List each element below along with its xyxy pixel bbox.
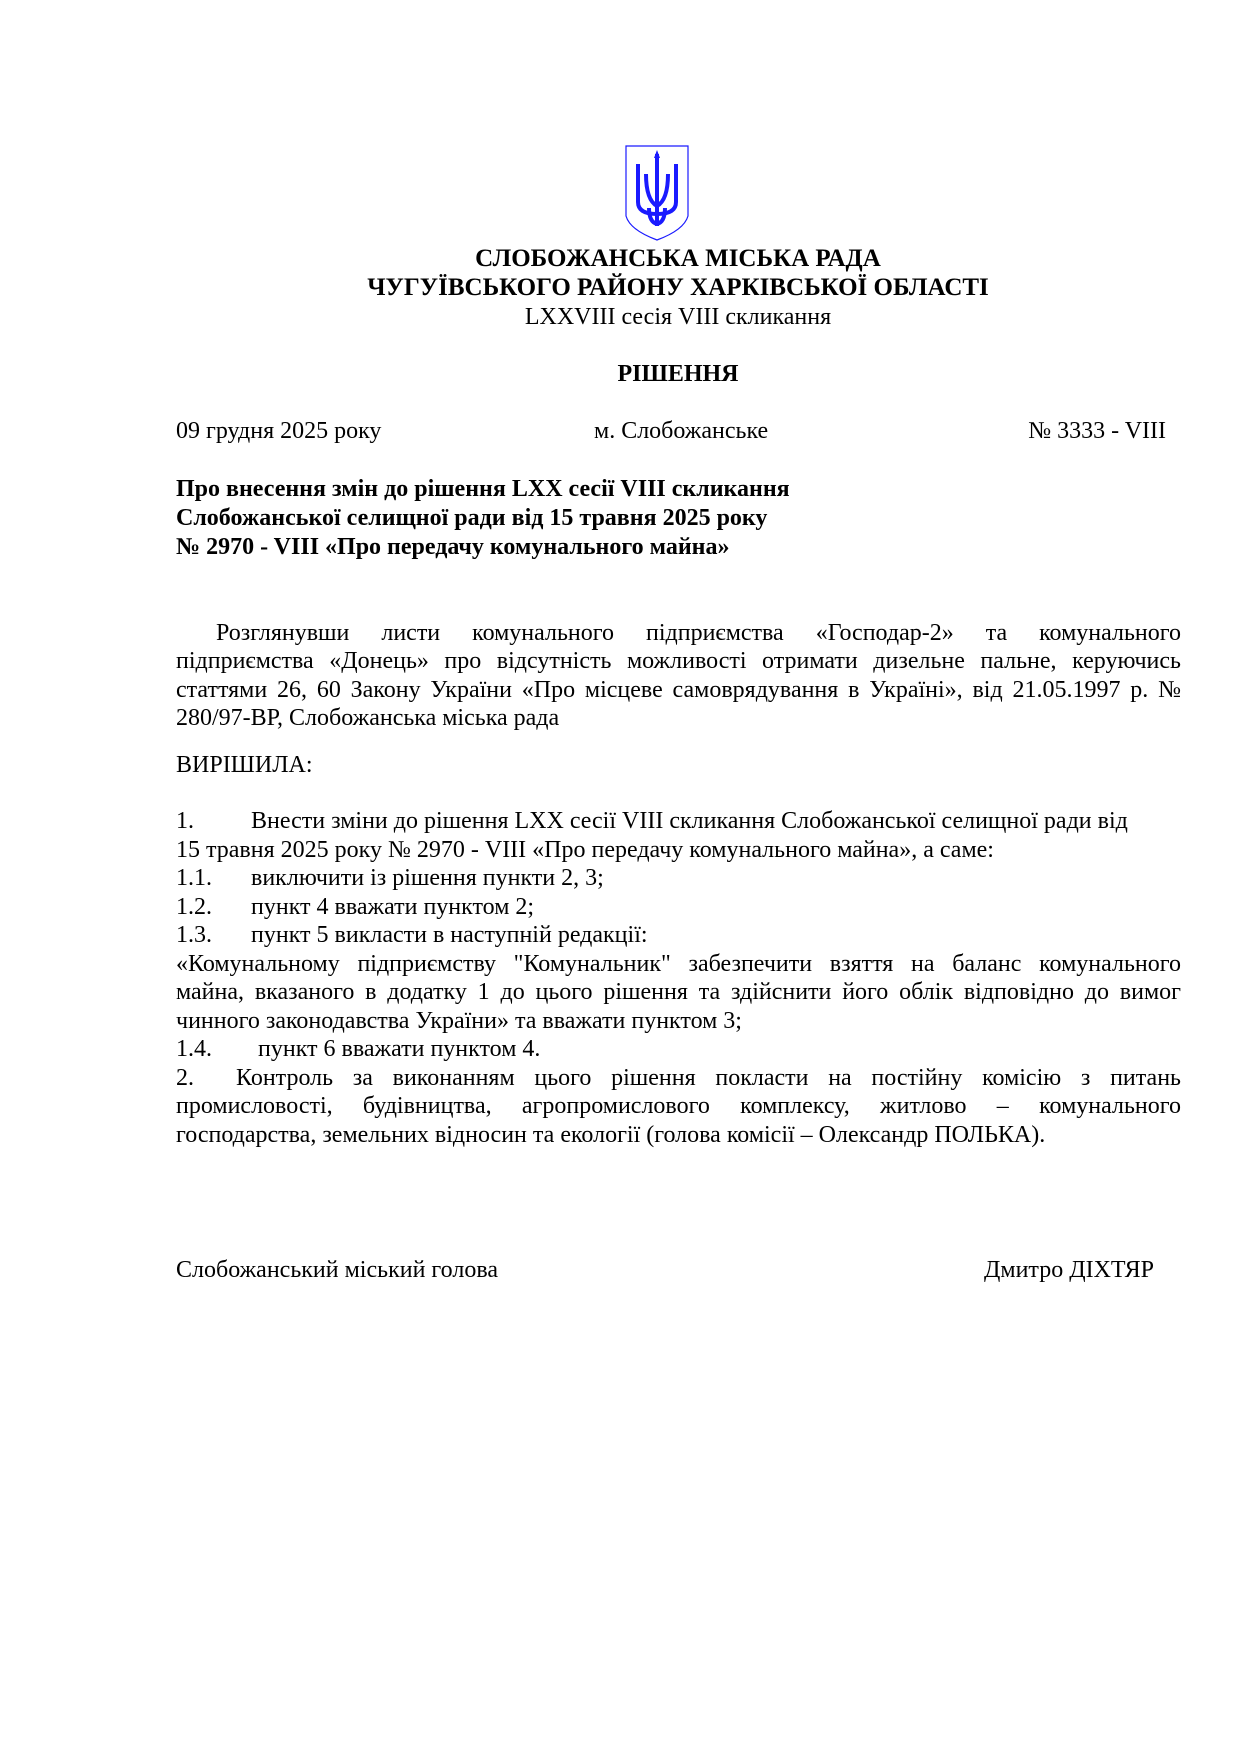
preamble-line: Розглянувши листи комунального підприємства «Господар-2» та комунального bbox=[216, 620, 1181, 646]
document-type: РІШЕННЯ bbox=[617, 361, 739, 387]
quote-line: майна, вказаного в додатку 1 до цього рішення та здійснити його облік відповідно до вимог bbox=[176, 979, 1181, 1005]
item-text: пункт 4 вважати пунктом 2; bbox=[251, 894, 535, 920]
item-number: 1. bbox=[176, 808, 194, 834]
item-number: 1.1. bbox=[176, 865, 212, 891]
subject-line: Слобожанської селищної ради від 15 травня 2025 року bbox=[176, 505, 768, 531]
item-text: Внести зміни до рішення LXX сесії VIII скликання Слобожанської селищної ради від bbox=[251, 808, 1128, 834]
subject-line: № 2970 - VIII «Про передачу комунального майна» bbox=[176, 534, 730, 560]
coat-of-arms-icon bbox=[624, 144, 690, 242]
preamble-line: підприємства «Донець» про відсутність можливості отримати дизельне пальне, керуючись bbox=[176, 648, 1181, 674]
item-text: промисловості, будівництва, агропромислового комплексу, житлово – комунального bbox=[176, 1093, 1181, 1119]
district-name: ЧУГУЇВСЬКОГО РАЙОНУ ХАРКІВСЬКОЇ ОБЛАСТІ bbox=[367, 274, 989, 301]
item-text: Контроль за виконанням цього рішення покласти на постійну комісію з питань bbox=[236, 1065, 1181, 1091]
signature-name: Дмитро ДІХТЯР bbox=[984, 1257, 1154, 1283]
item-number: 1.3. bbox=[176, 922, 212, 948]
subject-line: Про внесення змін до рішення LXX сесії VIII скликання bbox=[176, 476, 790, 502]
decision-date: 09 грудня 2025 року bbox=[176, 418, 382, 444]
decision-place: м. Слобожанське bbox=[594, 418, 769, 444]
item-number: 2. bbox=[176, 1065, 194, 1091]
decision-number: № 3333 - VIII bbox=[1028, 418, 1166, 444]
item-text: пункт 6 вважати пунктом 4. bbox=[258, 1036, 541, 1062]
quote-line: «Комунальному підприємству "Комунальник" забезпечити взяття на баланс комунального bbox=[176, 951, 1181, 977]
item-number: 1.2. bbox=[176, 894, 212, 920]
item-text: пункт 5 викласти в наступній редакції: bbox=[251, 922, 648, 948]
preamble-line: статтями 26, 60 Закону України «Про місцеве самоврядування в Україні», від 21.05.1997 р. № bbox=[176, 677, 1181, 703]
item-text: 15 травня 2025 року № 2970 - VIII «Про передачу комунального майна», а саме: bbox=[176, 837, 994, 863]
session-label: LXXVIII сесія VIII скликання bbox=[524, 304, 832, 330]
decided-label: ВИРІШИЛА: bbox=[176, 752, 313, 778]
quote-line: чинного законодавства України» та вважати пунктом 3; bbox=[176, 1008, 742, 1034]
preamble-line: 280/97-ВР, Слобожанська міська рада bbox=[176, 705, 560, 731]
item-number: 1.4. bbox=[176, 1036, 212, 1062]
item-text: господарства, земельних відносин та екології (голова комісії – Олександр ПОЛЬКА). bbox=[176, 1122, 1046, 1148]
signature-position: Слобожанський міський голова bbox=[176, 1257, 498, 1283]
council-name: СЛОБОЖАНСЬКА МІСЬКА РАДА bbox=[475, 245, 881, 272]
item-text: виключити із рішення пункти 2, 3; bbox=[251, 865, 604, 891]
